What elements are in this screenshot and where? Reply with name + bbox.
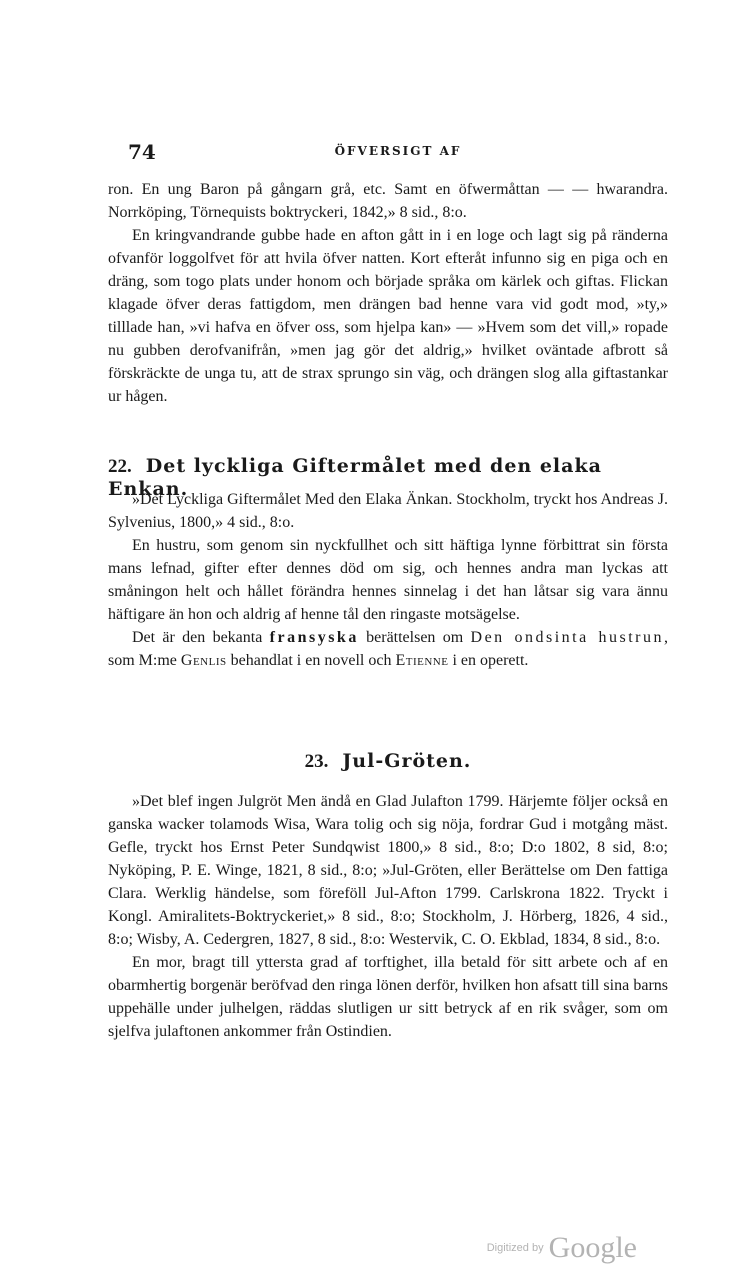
entry-23 [108, 790, 668, 1043]
note-paragraph: Det är den bekanta fransyska berättelsen om Den ondsinta hustrun, som M:me Genlis behandlat i en novell och Etienne i en operett. [108, 629, 669, 669]
section-number: 23. [304, 751, 329, 772]
page-number: 74 [128, 140, 156, 164]
spaced-title: Den ondsinta hustrun [470, 629, 665, 646]
entry-22 [108, 488, 668, 672]
summary-paragraph: En mor, bragt till yttersta grad af torftighet, illa betald för sitt arbete och af en obarmhertig borgenär beröfvad den ringa lönen derför, hvilken hon afsatt till sina barns uppehälle under julhelgen, räddas slutligen ur sitt betryck af en rik svåger, som om sjelfva julaftonen ankommer från Ostindien. [108, 954, 668, 1040]
summary-paragraph: En hustru, som genom sin nyckfullhet och sitt häftiga lynne förbittrat sin första mans lefnad, gifter efter dennes död om sig, och hennes andra man lyckas att småningon helt och hållet förändra hennes sinnelag i det han låtsar sig vara ännu häftigare än hon och aldrig af henne tål den ringaste motsägelse. [108, 537, 668, 623]
emphasis-fransyska: fransyska [269, 629, 359, 646]
section-title: Jul-Gröten. [342, 750, 472, 772]
bibliographic-paragraph: »Det Lyckliga Giftermålet Med den Elaka Änkan. Stockholm, tryckt hos Andreas J. Sylvenius, 1800,» 4 sid., 8:o. [108, 491, 668, 531]
bibliographic-paragraph: ron. En ung Baron på gångarn grå, etc. Samt en öfwermåttan — — hwarandra. Norrköping, Törnequists boktryckeri, 1842,» 8 sid., 8:o. [108, 181, 668, 221]
bibliographic-paragraph: »Det blef ingen Julgröt Men ändå en Glad Julafton 1799. Härjemte följer också en ganska wacker tolamods Wisa, Wara tolig och sig nöja, fordrar Gud i motgång mäst. Gefle, tryckt hos Ernst Peter Sundqwist 1800,» 8 sid., 8:o; D:o 1802, 8 sid, 8:o; Nyköping, P. E. Winge, 1821, 8 sid., 8:o; »Jul-Gröten, eller Berättelse om Den fattiga Clara. Werklig händelse, som föreföll Jul-Afton 1799. Carlskrona 1822. Tryckt i Kongl. Amiralitets-Boktryckeriet,» 8 sid., 8:o; Stockholm, J. Hörberg, 1826, 4 sid., 8:o; Wisby, A. Cedergren, 1827, 8 sid., 8:o: Westervik, C. O. Ekblad, 1834, 8 sid., 8:o. [108, 793, 668, 948]
running-title: ÖFVERSIGT AF [334, 144, 462, 158]
section-number: 22. [108, 456, 132, 477]
section-title: Det lyckliga Giftermålet med den elaka Enkan. [108, 455, 602, 500]
entry-21-continuation [108, 178, 668, 408]
author-etienne: Etienne [395, 652, 449, 669]
section-heading-23 [108, 750, 668, 773]
page-header [128, 140, 668, 170]
google-logo: Google [548, 1231, 637, 1264]
digitized-watermark: Digitized by Google [486, 1231, 637, 1264]
author-genlis: Genlis [180, 652, 227, 669]
summary-paragraph: En kringvandrande gubbe hade en afton gått in i en loge och lagt sig på ränderna ofvanför loggolfvet för att hvila öfver natten. Kort efteråt infunno sig en piga och en dräng, som togo plats under honom och började språka om kärlek och giftas. Flickan klagade öfver deras fattigdom, men drängen bad henne vara vid godt mod, »ty,» tilllade han, »vi hafva en öfver oss, som hjelpa kan» — »Hvem som det vill,» ropade nu gubben derofvanifrån, »men jag gör det aldrig,» hvilket oväntade afbrott så förskräckte de unga tu, att de strax sprungo sin väg, och drängen slog alla giftastankar ur hågen. [108, 227, 668, 405]
